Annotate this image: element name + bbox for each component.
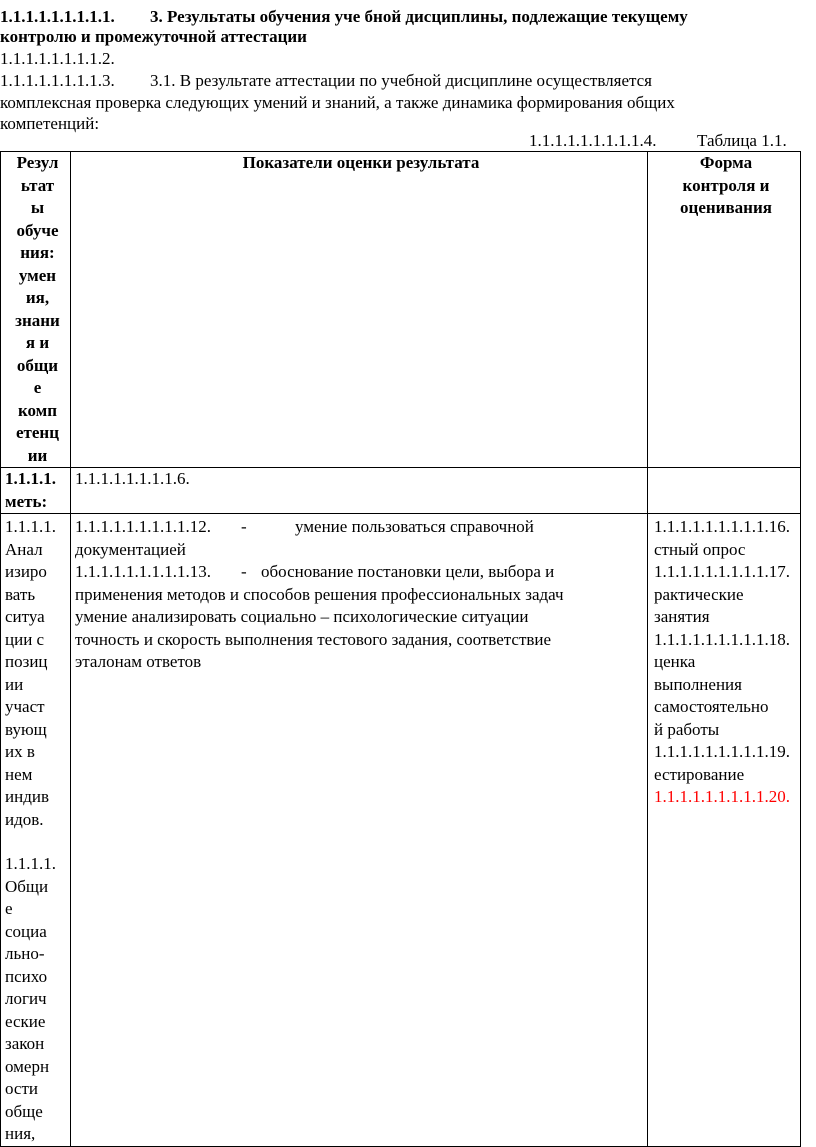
indicator-line-1 [75, 516, 647, 539]
skills-col3 [648, 468, 801, 514]
header-col1-line: Резул [16, 153, 59, 172]
control-form-line: ценка [654, 652, 696, 671]
main-col1-line: Общи [5, 876, 49, 896]
main-col1-line: ния, [5, 1124, 36, 1143]
indicator-line-5: умение анализировать социально – психологические ситуации [75, 607, 529, 626]
indicator-line-6: точность и скорость выполнения тестового задания, соответствие [75, 629, 552, 649]
main-col1-line: вать [5, 584, 36, 604]
main-col1-line: закон [5, 1034, 45, 1053]
main-col1-line: льно- [5, 944, 45, 963]
results-table [0, 151, 801, 1147]
control-form-line: 1.1.1.1.1.1.1.1.1.18. [654, 629, 790, 649]
control-form-line: й работы [654, 719, 720, 739]
table-header-row [1, 152, 801, 468]
main-col1-line: еские [5, 1011, 46, 1031]
header-col1-line: е [33, 378, 42, 397]
paragraph3-line1 [0, 70, 652, 92]
header-col1 [1, 152, 71, 468]
main-col1-line: изиро [5, 562, 47, 581]
main-col1-line: позиц [5, 652, 48, 671]
header-col1-line: ии [27, 445, 48, 465]
header-col1-line: обуче [16, 220, 59, 240]
indicator-line-7: эталонам ответов [75, 652, 202, 671]
main-col1-line: омерн [5, 1056, 50, 1076]
main-col1-line: индив [5, 787, 49, 806]
indicator-3-dash: - [241, 562, 247, 581]
heading-number: 1.1.1.1.1.1.1.1.1. [0, 7, 115, 26]
indicator-line-3 [75, 561, 647, 584]
header-col1-line: етенц [15, 423, 60, 442]
table-row-main [1, 514, 801, 1147]
main-col1-line: 1.1.1.1. [5, 517, 56, 536]
indicator-1-text: умение пользоваться справочной [295, 517, 534, 536]
skills-col1 [1, 468, 71, 514]
header-col3-line: контроля и [682, 175, 770, 195]
control-form-line: стный опрос [654, 539, 746, 559]
indicator-3-text: обоснование постановки цели, выбора и [261, 562, 555, 581]
main-col1-spacer [5, 831, 70, 853]
paragraph3-number: 1.1.1.1.1.1.1.1.3. [0, 71, 115, 90]
caption-text: Таблица 1.1. [697, 131, 787, 150]
main-col1-line: Анал [5, 539, 43, 559]
main-col1-line: вующ [5, 719, 47, 739]
main-col1 [1, 514, 71, 1147]
control-form-line: выполнения [654, 674, 742, 694]
table-row-skills [1, 468, 801, 514]
header-col3-line: оценивания [680, 198, 772, 217]
header-col1-line: умен [18, 265, 57, 285]
control-form-line: естирование [654, 764, 745, 784]
skills-col1-line: 1.1.1.1. [5, 469, 56, 488]
header-col1-line: знани [15, 310, 60, 330]
heading-text-1: 3. Результаты обучения уче бной дисциплины, подлежащие текущему [150, 7, 688, 26]
header-col1-line: ьтат [20, 175, 55, 195]
section-heading-line1 [0, 6, 688, 28]
main-col1-line: нем [5, 764, 33, 784]
header-col1-line: ия, [25, 288, 50, 307]
main-col3 [648, 514, 801, 1147]
header-col1-line: ния: [20, 243, 55, 262]
main-col1-line: е [5, 899, 13, 918]
paragraph3-line2: комплексная проверка следующих умений и знаний, а также динамика формирования общих [0, 93, 675, 112]
indicator-line-2: документацией [75, 539, 186, 559]
control-form-line: 1.1.1.1.1.1.1.1.1.19. [654, 742, 790, 761]
caption-number: 1.1.1.1.1.1.1.1.1.4. [529, 131, 657, 150]
main-col1-line: их в [5, 742, 35, 761]
indicator-1-number: 1.1.1.1.1.1.1.1.1.12. [75, 517, 211, 536]
paragraph3-text-1: 3.1. В результате аттестации по учебной дисциплине осуществляется [150, 71, 652, 90]
control-form-line: 1.1.1.1.1.1.1.1.1.16. [654, 517, 790, 536]
main-col1-line: ции с [5, 629, 45, 649]
control-form-line: самостоятельно [654, 697, 769, 716]
indicator-3-number: 1.1.1.1.1.1.1.1.1.13. [75, 562, 211, 581]
control-form-line: занятия [654, 607, 710, 626]
control-form-line: рактические [654, 584, 744, 604]
header-col1-line: комп [17, 400, 58, 420]
main-col1-line: ситуа [5, 607, 45, 626]
control-form-line-highlighted: 1.1.1.1.1.1.1.1.1.20. [654, 787, 790, 806]
header-col1-line: общи [16, 355, 59, 375]
main-col1-line: обще [5, 1101, 43, 1121]
table-caption [529, 130, 787, 152]
skills-col1-line: меть: [5, 491, 48, 511]
section-heading-line2: контролю и промежуточной аттестации [0, 27, 307, 46]
paragraph-number-2: 1.1.1.1.1.1.1.1.2. [0, 49, 115, 68]
main-col2 [71, 514, 648, 1147]
main-col1-line: ости [5, 1079, 38, 1098]
main-col1-line: идов. [5, 809, 44, 829]
main-col1-line: ии [5, 674, 24, 694]
main-col1-line: участ [5, 697, 45, 716]
main-col1-line: 1.1.1.1. [5, 854, 56, 873]
header-col3 [648, 152, 801, 468]
header-col1-line: я и [25, 333, 50, 352]
indicator-1-dash: - [241, 517, 247, 536]
main-col1-line: логич [5, 989, 47, 1008]
main-col1-line: социа [5, 921, 47, 941]
header-col3-line: Форма [699, 153, 753, 172]
skills-col2: 1.1.1.1.1.1.1.1.6. [71, 468, 648, 514]
header-col2: Показатели оценки результата [71, 152, 648, 468]
control-form-line: 1.1.1.1.1.1.1.1.1.17. [654, 562, 790, 581]
header-col1-line: ы [30, 198, 45, 217]
paragraph3-line3: компетенций: [0, 114, 100, 133]
indicator-line-4: применения методов и способов решения профессиональных задач [75, 584, 564, 604]
main-col1-line: психо [5, 966, 48, 986]
